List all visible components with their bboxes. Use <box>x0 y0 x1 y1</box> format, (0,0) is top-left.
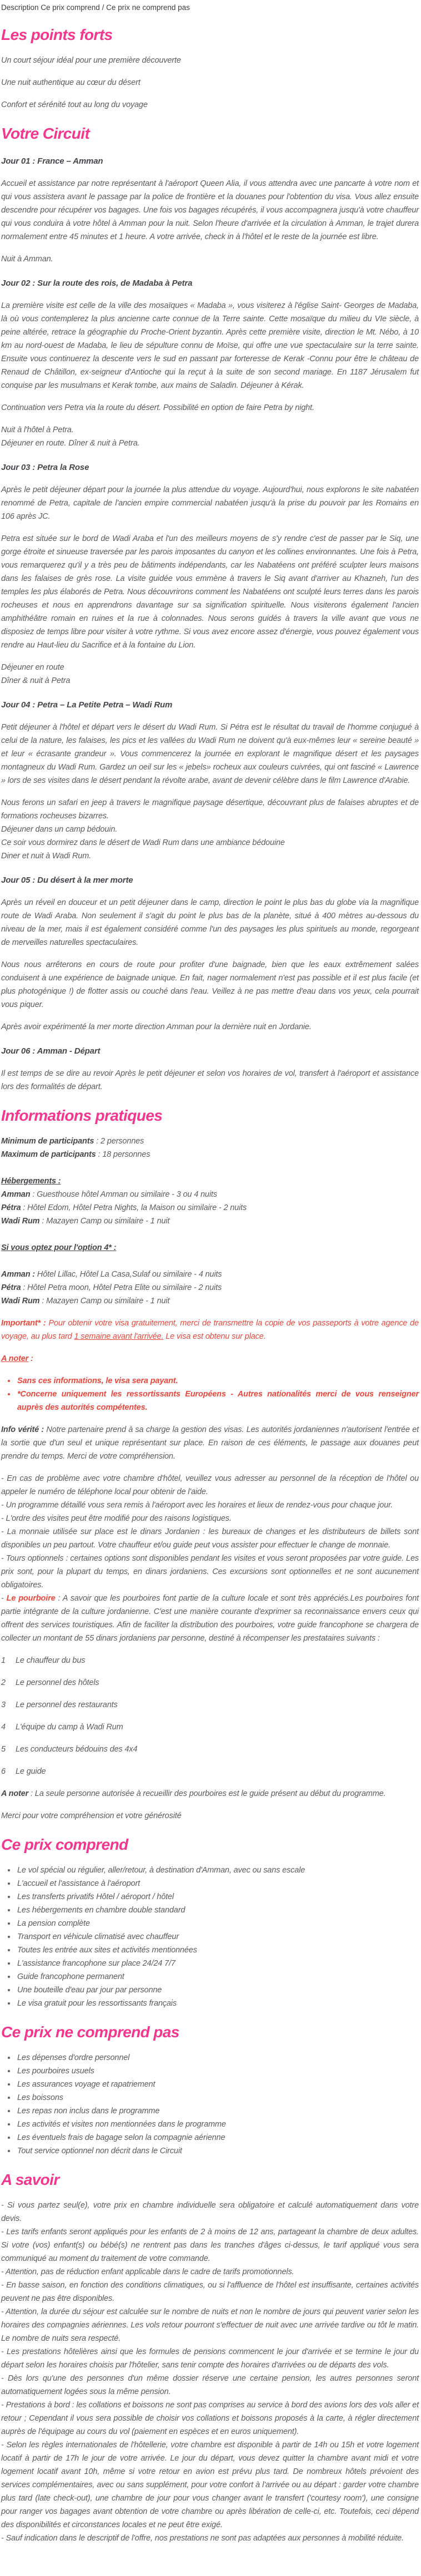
participants-line <box>1 1135 419 1148</box>
hebergement-city: Pétra <box>1 1203 21 1212</box>
excluded-item: • Les boissons <box>16 2091 419 2104</box>
important-text-after: Le visa est obtenu sur place. <box>163 1332 266 1341</box>
know-item: - Sauf indication dans le descriptif de l'offre, nos prestations ne sont pas adaptées aux personnes à mobilité réduite. <box>1 2534 404 2543</box>
hebergements4-list <box>1 1268 419 1308</box>
day-paragraphs <box>1 896 419 1034</box>
section-title-excluded: Ce prix ne comprend pas <box>1 2023 179 2041</box>
day-section-4 <box>1 699 419 863</box>
general-note: - En cas de problème avec votre chambre d'hôtel, veuillez vous adresser au personnel de la réception de l'hôtel ou appeler le numéro de téléphone local pour obtenir de l'aide. <box>1 1474 419 1496</box>
day-title: Jour 03 : Petra la Rose <box>1 463 89 472</box>
tip-recipient-number: 4 <box>1 1723 6 1732</box>
included-item: • Le visa gratuit pour les ressortissants français <box>16 1997 419 2010</box>
hebergement-city: Wadi Rum <box>1 1297 40 1305</box>
included-item: • Transport en véhicule climatisé avec chauffeur <box>16 1930 419 1944</box>
tip-recipients-list <box>1 1654 419 1778</box>
day-title: Jour 01 : France – Amman <box>1 156 103 166</box>
included-item: • Guide francophone permanent <box>16 1970 419 1983</box>
hebergement-city: Amman : <box>1 1270 35 1279</box>
hebergements-list <box>1 1188 419 1228</box>
tip-recipient-row <box>1 1743 419 1756</box>
tip-recipient-label: Les conducteurs bédouins des 4x4 <box>16 1745 138 1754</box>
day-title: Jour 02 : Sur la route des rois, de Madaba à Petra <box>1 279 193 288</box>
tip-recipient-row <box>1 1765 419 1778</box>
thanks-line: Merci pour votre compréhension et votre générosité <box>1 1811 182 1820</box>
highlight-item: Confort et sérénité tout au long du voyage <box>1 100 148 109</box>
tip-recipient-label: L'équipe du camp à Wadi Rum <box>16 1723 123 1732</box>
highlights-list <box>1 54 419 112</box>
know-item: - Attention, pas de réduction enfant applicable dans le cadre de tarifs promotionnels. <box>1 2268 294 2276</box>
participants-line <box>1 1148 419 1161</box>
option4-title: Si vous optez pour l'option 4* : <box>1 1243 117 1252</box>
included-list <box>1 1864 419 2010</box>
info-verite-label: Info vérité : <box>1 1425 44 1434</box>
excluded-item: • Les assurances voyage et rapatriement <box>16 2078 419 2091</box>
day-paragraph: Accueil et assistance par notre représentant à l'aéroport Queen Alia, il vous attendra avec une pancarte à votre nom et qui vous assistera avant le passage par la police de frontière et la douanes pour l'obtention du visa. Vous allez ensuite descendre pour récupérer vos bagages. Une fois vos bagages récupérés, il vous accompagnera jusqu'à votre chauffeur qui vous conduira à votre hôtel à Amman pour la nuit. Selon l'heure d'arrivée et la circulation à Amman, le trajet durera normalement entre 45 minutes et 1 heure. A votre arrivée, check in à l'hôtel et le reste de la journée est libre. <box>1 179 419 241</box>
important-text-before: Pour obtenir votre visa gratuitement, merci de transmettre la copie de vos passeports à votre agence de voyage, au plus tard <box>1 1319 419 1341</box>
day-note-line: Nuit à Amman. <box>1 255 53 264</box>
know-item: - Selon les règles internationales de l'hôtellerie, votre chambre est disponible à partir de 14h ou 15h et votre logement locatif à partir de 17h le jour de votre arrivée. Le jour du départ, vous devez quitter la chambre avant midi et votre logement locatif avant 10h, même si votre retour en avion est prévu plus tard. De nombreux hôtels prévoient des services complémentaires, avec ou sans supplément, pour votre confort à l'arrivée ou au départ : garder votre chambre plus tard (late check-out), une chambre de jour pour vous changer avant le transfert ('courtesy room'), une consigne pour ranger vos bagages avant obtention de votre chambre ou après libération de celle-ci, etc. Toutefois, ceci dépend des disponibilités et circonstances locales et ne peut être exigé. <box>1 2441 419 2529</box>
day-note-line: Déjeuner dans un camp bédouin. <box>1 825 118 834</box>
visa-note-item: • Sans ces informations, le visa sera payant. <box>16 1374 419 1388</box>
day-paragraph: Petit déjeuner à l'hôtel et départ vers le désert du Wadi Rum. Si Pétra est le résultat du travail de l'homme conjugué à celui de la nature, les falaises, les pics et les vallées du Wadi Rum ne doivent qu'à eux-mêmes leur « sereine beauté » et leur « écrasante grandeur ». Vous commencerez la journée en explorant le magnifique désert et les paysages montagneux du Wadi Rum. Gardez un oeil sur les « jebels» rocheux aux couleurs cuivrées, qui ont fasciné « Lawrence » lors de ses visites dans le désert pendant la révolte arabe, avant de devenir célèbre dans le film Lawrence d'Arabie. <box>1 723 419 785</box>
important-label: Important* : <box>1 1319 49 1328</box>
hebergement-detail: : Mazayen Camp ou similaire - 1 nuit <box>39 1297 170 1305</box>
day-note-line: Ce soir vous dormirez dans le désert de Wadi Rum dans une ambiance bédouine <box>1 838 285 847</box>
hebergements-title: Hébergements : <box>1 1177 61 1186</box>
day-meal-lines <box>1 661 419 687</box>
day-paragraph: Après avoir expérimenté la mer morte direction Amman pour la dernière nuit en Jordanie. <box>1 1023 312 1031</box>
participants-label: Maximum de participants <box>1 1150 96 1159</box>
tip-recipient-number: 2 <box>1 1678 6 1687</box>
day-section-1 <box>1 155 419 266</box>
included-item: • Les transferts privatifs Hôtel / aéroport / hôtel <box>16 1890 419 1904</box>
general-note: - L'ordre des visites peut être modifié pour des raisons logistiques. <box>1 1514 232 1523</box>
general-notes-block <box>1 1472 419 1645</box>
hebergement-detail: : Mazayen Camp ou similaire - 1 nuit <box>39 1217 170 1226</box>
know-item: - Les prestations hôtelières ainsi que les formules de pensions commencent le jour d'arrivée et se termine le jour du départ selon les horaires choisis par l'hôtelier, sans tenir compte des horaires d'arrivées ou de départs des vols. <box>1 2347 419 2370</box>
section-title-infos: Informations pratiques <box>1 1107 163 1124</box>
day-paragraph: Après le petit déjeuner départ pour la journée la plus attendue du voyage. Aujourd'hui, nous explorons le site nabatéen renommé de Petra, capitale de l'ancien empire commercial nabatéen jusqu'à la prise du pouvoir par les Romains en 106 après JC. <box>1 485 419 521</box>
hebergement-detail: : Guesthouse hôtel Amman ou similaire - 3 ou 4 nuits <box>30 1190 217 1199</box>
pourboire-text: : A savoir que les pourboires font partie de la culture locale et sont très appréciés.Les pourboires font partie intégrante de la culture jordanienne. C'est une manière courante d'exprimer sa reconnaissance envers ceux qui offrent des services touristiques. Afin de faciliter la distribution des pourboires, votre guide francophone se chargera de collecter un montant de 55 dinars jordaniens par personne, destiné à récompenser les prestataires suivants : <box>1 1594 419 1643</box>
tip-recipient-number: 3 <box>1 1701 6 1709</box>
highlight-item: Une nuit authentique au cœur du désert <box>1 78 141 87</box>
day-note-line: Dîner & nuit à Petra <box>1 676 71 685</box>
day-paragraphs <box>1 483 419 652</box>
day-paragraph: Il est temps de se dire au revoir Après le petit déjeuner et selon vos horaires de vol, transfert à l'aéroport et assistance lors des formalités de départ. <box>1 1069 419 1091</box>
general-note: - La monnaie utilisée sur place est le dinars Jordanien : les bureaux de changes et les distributeurs de billets sont disponibles un peu partout. Votre chauffeur et/ou guide peut vous assister pour effectuer le change de monnaie. <box>1 1527 419 1550</box>
hebergement-city: Pétra <box>1 1283 21 1292</box>
hebergement-detail: Hôtel Lillac, Hôtel La Casa,Sulaf ou similaire - 4 nuits <box>35 1270 222 1279</box>
hebergement-detail: : Hôtel Petra moon, Hôtel Petra Elite ou similaire - 2 nuits <box>21 1283 222 1292</box>
included-item: • La pension complète <box>16 1917 419 1930</box>
know-item: - Les tarifs enfants seront appliqués pour les enfants de 2 à moins de 12 ans, partageant la chambre de deux adultes. Si votre (vos) enfant(s) ou bébé(s) ne rentrent pas dans les tranches d'âges ci-dessus, le tarif appliqué vous sera communiqué au moment du traitement de votre commande. <box>1 2228 419 2263</box>
included-item: • Le vol spécial ou régulier, aller/retour, à destination d'Amman, avec ou sans escale <box>16 1864 419 1877</box>
included-item: • L'assistance francophone sur place 24/24 7/7 <box>16 1957 419 1970</box>
a-noter-tips-label: A noter <box>1 1789 29 1798</box>
day-note-line: Nuit à l'hôtel à Petra. <box>1 426 74 434</box>
participants-value: : 18 personnes <box>96 1150 151 1159</box>
section-title-included: Ce prix comprend <box>1 1836 128 1853</box>
info-verite <box>1 1423 419 1463</box>
day-section-5 <box>1 874 419 1034</box>
hebergement-city: Amman <box>1 1190 31 1199</box>
highlight-item: Un court séjour idéal pour une première découverte <box>1 56 181 65</box>
important-visa-note <box>1 1317 419 1343</box>
excluded-item: • Tout service optionnel non décrit dans le Circuit <box>16 2144 419 2158</box>
day-paragraphs <box>1 299 419 414</box>
day-paragraph: Petra est située sur le bord de Wadi Araba et l'un des meilleurs moyens de s'y rendre c'est de passer par le Siq, une gorge étroite et sinueuse traversée par les parois imposantes du canyon et les collines environnantes. Une fois à Petra, vous remarquerez qu'il y a très peu de bâtiments indépendants, car les Nabatéens ont préféré sculpter leurs maisons dans les falaises de grès rose. La visite guidée vous emmène à travers le Siq avant d'arriver au Khazneh, l'un des temples les plus élaborés de Petra. Nous découvrirons comment les Nabatéens ont sculpté leurs terres dans les parois rocheuses et nous en apprendrons davantage sur sa signification spirituelle. Nous visiterons également l'ancien amphithéâtre romain en ruines et la rue à colonnades. Nous serons guidés à travers la ville avant que vous ne disposiez de temps libre pour visiter à votre rythme. Si vous avez encore assez d'énergie, vous pouvez également vous rendre au Haut-lieu du Sacrifice et à la fontaine du Lion. <box>1 534 419 650</box>
day-section-3 <box>1 461 419 687</box>
general-note: - Tours optionnels : certaines options sont disponibles pendant les visites et vous seront proposées par votre guide. Les prix sont, pour la plupart du temps, en dinars jordaniens. Ces excursions sont optionnelles et ne sont aucunement obligatoires. <box>1 1554 419 1590</box>
included-item: • Une bouteille d'eau par jour par personne <box>16 1983 419 1997</box>
know-item: - Dès lors qu'une des personnes d'un même dossier réserve une certaine pension, les autres personnes seront automatiquement logées sous la même pension. <box>1 2374 419 2396</box>
participants-block <box>1 1135 419 1161</box>
included-item: • Les hébergements en chambre double standard <box>16 1904 419 1917</box>
participants-label: Minimum de participants <box>1 1137 94 1146</box>
hebergement-line <box>1 1201 419 1214</box>
day-note-line: Diner et nuit à Wadi Rum. <box>1 852 91 861</box>
hebergement-line <box>1 1188 419 1201</box>
day-paragraph: Après un réveil en douceur et un petit déjeuner dans le camp, direction le point le plus bas du globe via la magnifique route de Wadi Araba. Non seulement il s'agit du point le plus bas de la planète, situé à 400 mètres au-dessous du niveau de la mer, mais il est également considéré comme l'un des paysages les plus spirituels au monde, regorgeant de merveilles naturelles spectaculaires. <box>1 898 419 947</box>
a-noter-label: A noter <box>1 1354 29 1363</box>
included-item: • Toutes les entrée aux sites et activités mentionnées <box>16 1944 419 1957</box>
a-noter-tips-text: : La seule personne autorisée à recueillir des pourboires est le guide présent au début du programme. <box>28 1789 386 1798</box>
pourboire-note <box>1 1592 419 1645</box>
day-paragraph: La première visite est celle de la ville des mosaïques « Madaba », vous visiterez à l'église Saint- Georges de Madaba, là où vous contemplerez la plus ancienne carte connue de la Terre sainte. Cette mosaïque du milieu du VIe siècle, à peine altérée, retrace la géographie du Proche-Orient byzantin. Après cette première visite, direction le Mt. Nébo, à 10 km au nord-ouest de Madaba, le lieu de sépulture connu de Moïse, qui offre une vue spectaculaire sur la terre sainte. Ensuite vous continuerez la descente vers le sud en passant par forteresse de Kerak -Connu pour être le château de Renaud de Châtillon, ex-seigneur d'Antioche qui la reçut à la suite de son second mariage. En 1187 Jérusalem fut conquise par les musulmans et Kerak tombe, aux mains de Saladin. Déjeuner à Kérak. <box>1 301 419 390</box>
know-item: - Prestations à bord : les collations et boissons ne sont pas comprises au service à bord des avions lors des vols aller et retour ; Cependant il vous sera possible de choisir vos collations et boissons proposés à la carte, à régler directement auprès de l'équipage au cours du vol (paiement en espèces et en euros uniquement). <box>1 2401 419 2436</box>
tip-recipient-row <box>1 1654 419 1667</box>
excluded-item: • Les repas non inclus dans le programme <box>16 2104 419 2118</box>
know-item: - Attention, la durée du séjour est calculée sur le nombre de nuits et non le nombre de jours qui peuvent varier selon les horaires des compagnies aériennes. Les vols retour pourront s'effectuer de nuit avec une arrivée tardive ou tôt le matin. Le nombre de nuits sera respecté. <box>1 2307 419 2343</box>
tip-recipient-label: Le chauffeur du bus <box>16 1656 86 1665</box>
hebergement-line <box>1 1268 419 1281</box>
tip-recipient-number: 5 <box>1 1745 6 1754</box>
hebergement-city: Wadi Rum <box>1 1217 40 1226</box>
day-note-line: Déjeuner en route. Dîner & nuit à Petra. <box>1 439 140 448</box>
day-paragraph: Continuation vers Petra via la route du désert. Possibilité en option de faire Petra by night. <box>1 403 314 412</box>
tip-recipient-row <box>1 1720 419 1734</box>
section-title-circuit: Votre Circuit <box>1 125 90 142</box>
section-title-highlights: Les points forts <box>1 26 113 43</box>
tip-recipient-number: 1 <box>1 1656 6 1665</box>
excluded-item: • Les pourboires usuels <box>16 2064 419 2078</box>
important-deadline: 1 semaine avant l'arrivée. <box>74 1332 164 1341</box>
tip-recipient-label: Le personnel des restaurants <box>16 1701 118 1709</box>
tip-recipient-row <box>1 1676 419 1689</box>
know-item: - En basse saison, en fonction des conditions climatiques, ou si l'affluence de l'hôtel est insuffisante, certaines activités peuvent ne pas être disponibles. <box>1 2281 419 2303</box>
day-paragraphs <box>1 177 419 244</box>
day-meal-lines <box>1 796 419 863</box>
day-paragraph: Nous nous arrêterons en cours de route pour profiter d'une baignade, bien que les eaux extrêmement salées conduisent à une expérience de baignade unique. En fait, nager normalement n'est pas possible et il est plus facile (et plus photogénique !) de flotter assis ou couché dans l'eau. Veillez à ne pas mettre d'eau dans vos yeux, cela pourrait vous piquer. <box>1 960 419 1009</box>
know-item: - Si vous partez seul(e), votre prix en chambre individuelle sera obligatoire et calculé automatiquement dans votre devis. <box>1 2201 419 2223</box>
hebergement-line <box>1 1214 419 1228</box>
a-noter-tips <box>1 1787 419 1800</box>
day-title: Jour 05 : Du désert à la mer morte <box>1 875 133 885</box>
day-meal-lines <box>1 423 419 450</box>
excluded-item: • Les éventuels frais de bagage selon la compagnie aérienne <box>16 2131 419 2144</box>
a-noter-colon: : <box>28 1354 33 1363</box>
tip-recipient-label: Le personnel des hôtels <box>16 1678 99 1687</box>
general-note: - Un programme détaillé vous sera remis à l'aéroport avec les horaires et lieux de rendez-vous pour chaque jour. <box>1 1501 393 1510</box>
pourboire-label: Le pourboire <box>6 1594 56 1603</box>
included-item: • L'accueil et l'assistance à l'aéroport <box>16 1877 419 1890</box>
tip-recipient-number: 6 <box>1 1767 6 1776</box>
participants-value: : 2 personnes <box>94 1137 144 1146</box>
general-notes <box>1 1472 419 1592</box>
visa-notes-list <box>1 1374 419 1414</box>
excluded-item: • Les activités et visites non mentionnées dans le programme <box>16 2118 419 2131</box>
section-title-know: A savoir <box>1 2171 59 2188</box>
tip-recipient-row <box>1 1698 419 1712</box>
hebergement-line <box>1 1281 419 1294</box>
day-title: Jour 04 : Petra – La Petite Petra – Wadi Rum <box>1 700 173 710</box>
hebergement-detail: : Hôtel Edom, Hôtel Petra Nights, la Maison ou similaire - 2 nuits <box>21 1203 247 1212</box>
day-paragraphs <box>1 721 419 787</box>
a-noter-title <box>1 1352 419 1365</box>
pourboire-dash: - <box>1 1594 7 1603</box>
day-section-2 <box>1 277 419 450</box>
excluded-list <box>1 2051 419 2158</box>
day-note-line: Nous ferons un safari en jeep à travers le magnifique paysage désertique, découvrant plus de falaises abruptes et de formations rocheuses bizarres. <box>1 798 419 821</box>
excluded-item: • Les dépenses d'ordre personnel <box>16 2051 419 2064</box>
breadcrumb: Description Ce prix comprend / Ce prix ne comprend pas <box>1 3 190 12</box>
hebergement-line <box>1 1294 419 1308</box>
day-note-line: Déjeuner en route <box>1 663 64 672</box>
tip-recipient-label: Le guide <box>16 1767 46 1776</box>
info-verite-text: Notre partenaire prend à sa charge la gestion des visas. Les autorités jordaniennes n'autorisent l'entrée et la sortie que d'un seul et unique représentant sur place. En raison de ces éléments, le passage aux douanes peut prendre du temps. Merci de votre compréhension. <box>1 1425 419 1461</box>
day-title: Jour 06 : Amman - Départ <box>1 1046 101 1056</box>
day-meal-lines <box>1 252 419 266</box>
day-paragraphs <box>1 1067 419 1094</box>
visa-note-item: • *Concerne uniquement les ressortissants Européens - Autres nationalités merci de vous renseigner auprès des autorités compétentes. <box>16 1388 419 1414</box>
know-list <box>1 2199 419 2545</box>
day-section-6 <box>1 1045 419 1094</box>
